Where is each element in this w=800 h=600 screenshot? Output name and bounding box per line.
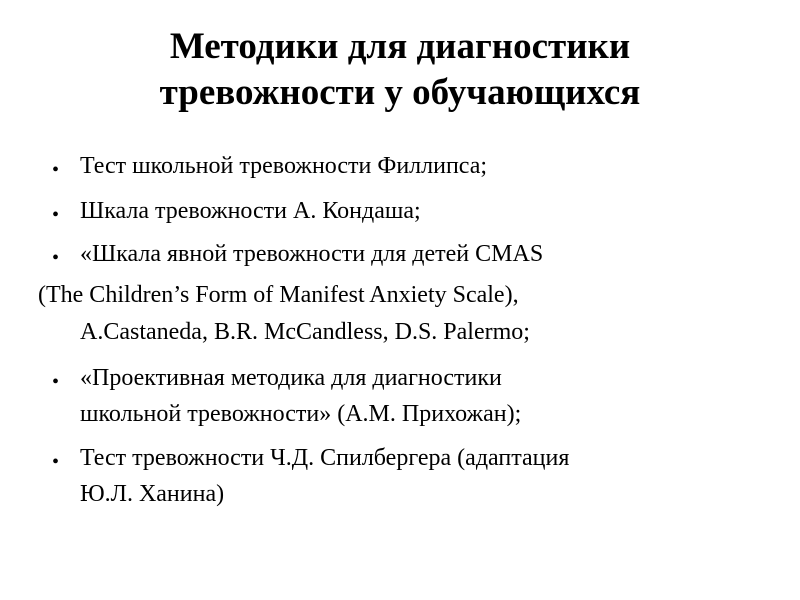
title-line-2: тревожности у обучающихся [159, 72, 641, 113]
list-item-prikhozhan-line2: школьной тревожности» (А.М. Прихожан); [80, 401, 522, 427]
list-item-phillips: Тест школьной тревожности Филлипса; [80, 153, 488, 179]
bullet-icon: • [52, 159, 60, 181]
list-item-spielberger-line2: Ю.Л. Ханина) [80, 481, 225, 507]
list-item-cmas: «Шкала явной тревожности для детей CMAS [80, 241, 544, 267]
list-item-cmas-english-line1: (The Children’s Form of Manifest Anxiety Scale), [38, 282, 519, 308]
list-item-kondash: Шкала тревожности А. Кондаша; [80, 198, 421, 224]
list-item-cmas-english-line2: A.Castaneda, B.R. McCandless, D.S. Palermo; [80, 319, 530, 345]
bullet-icon: • [52, 451, 60, 473]
title-line-1: Методики для диагностики [169, 26, 631, 67]
list-item-prikhozhan-line1: «Проективная методика для диагностики [80, 365, 502, 391]
list-item-spielberger-line1: Тест тревожности Ч.Д. Спилбергера (адаптация [80, 445, 570, 471]
bullet-icon: • [52, 204, 60, 226]
bullet-icon: • [52, 247, 60, 269]
bullet-icon: • [52, 371, 60, 393]
